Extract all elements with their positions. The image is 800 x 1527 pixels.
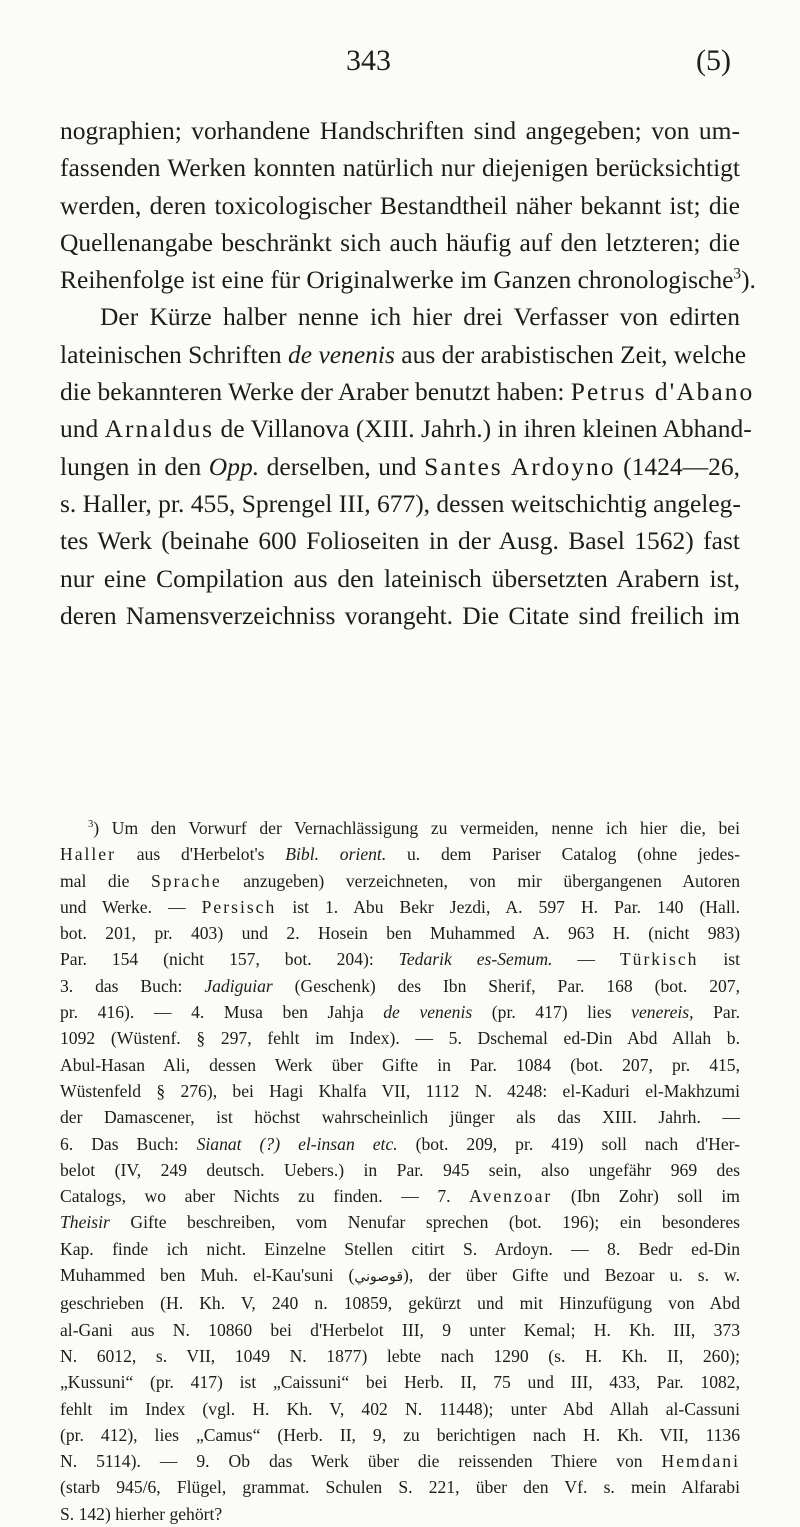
footnote-line: Haller aus d'Herbelot's Bibl. orient. u. dem Pariser Catalog (ohne jedes- bbox=[60, 844, 740, 865]
text-line: nur eine Compilation aus den lateinisch übersetzten Arabern ist, bbox=[60, 563, 740, 593]
footnote-line: der Damascener, ist höchst wahrscheinlich jünger als das XIII. Jahrh. — bbox=[60, 1107, 740, 1128]
text-line: s. Haller, pr. 455, Sprengel III, 677), dessen weitschichtig angeleg- bbox=[60, 488, 741, 518]
text-line: Quellenangabe beschränkt sich auch häufig auf den letzteren; die bbox=[60, 227, 740, 257]
footnote-line: und Werke. — Persisch ist 1. Abu Bekr Jezdi, A. 597 H. Par. 140 (Hall. bbox=[60, 896, 740, 917]
work-title: de venenis bbox=[288, 339, 395, 369]
page-header bbox=[0, 44, 800, 84]
text-line: werden, deren toxicologischer Bestandtheil näher bekannt ist; die bbox=[60, 190, 740, 220]
author-name: Arnaldus bbox=[104, 414, 215, 444]
footnote-line: geschrieben (H. Kh. V, 240 n. 10859, gekürzt und mit Hinzufügung von Abd bbox=[60, 1293, 740, 1314]
text-line: nographien; vorhandene Handschriften sind angegeben; von um- bbox=[60, 116, 740, 145]
footnote-line: N. 6012, s. VII, 1049 N. 1877) lebte nach 1290 (s. H. Kh. II, 260); bbox=[60, 1345, 740, 1366]
author-name: Petrus d'Abano bbox=[570, 377, 755, 407]
text-line: lateinischen Schriften de venenis aus der arabistischen Zeit, welche bbox=[60, 339, 747, 369]
footnote-line: Par. 154 (nicht 157, bot. 204): Tedarik es-Semum. — Türkisch ist bbox=[60, 949, 741, 970]
footnote-line: N. 5114). — 9. Ob das Werk über die reissenden Thiere von Hemdani bbox=[60, 1451, 740, 1472]
footnote-line: „Kussuni“ (pr. 417) ist „Caissuni“ bei Herb. II, 75 und III, 433, Par. 1082, bbox=[60, 1372, 740, 1393]
footnote-line: pr. 416). — 4. Musa ben Jahja de venenis (pr. 417) lies venereis, Par. bbox=[60, 1002, 740, 1023]
main-paragraph bbox=[60, 112, 756, 634]
footnote-line: fehlt im Index (vgl. H. Kh. V, 402 N. 11448); unter Abd Allah al-Cassuni bbox=[60, 1398, 740, 1419]
footnote-line: belot (IV, 249 deutsch. Uebers.) in Par. 945 sein, also ungefähr 969 des bbox=[60, 1159, 740, 1180]
footnote-line: Wüstenfeld § 276), bei Hagi Khalfa VII, 1112 N. 4248: el-Kaduri el-Makhzumi bbox=[60, 1080, 740, 1101]
footnote-line: (starb 945/6, Flügel, grammat. Schulen S. 221, über den Vf. s. mein Alfarabi bbox=[60, 1477, 740, 1498]
author-name: Santes Ardoyno bbox=[424, 451, 616, 481]
text-line: Reihenfolge ist eine für Originalwerke im Ganzen chronologische$^3$). bbox=[60, 265, 756, 295]
footnote-line: Muhammed ben Muh. el-Kau'suni (قوصوني), der über Gifte und Bezoar u. s. w. bbox=[60, 1265, 740, 1286]
footnote-line: mal die Sprache anzugeben) verzeichneten, von mir übergangenen Autoren bbox=[60, 870, 740, 891]
text-line: fassenden Werken konnten natürlich nur diejenigen berücksichtigt bbox=[60, 153, 740, 183]
footnote-line: Theisir Gifte beschreiben, vom Nenufar sprechen (bot. 196); ein besonderes bbox=[60, 1212, 740, 1233]
footnote-line: bot. 201, pr. 403) und 2. Hosein ben Muhammed A. 963 H. (nicht 983) bbox=[60, 923, 740, 944]
footnote-line: S. 142) hierher gehört? bbox=[60, 1503, 223, 1524]
text-line: lungen in den Opp. derselben, und Santes Ardoyno (1424—26, bbox=[60, 451, 740, 481]
text-line: deren Namensverzeichniss vorangeht. Die Citate sind freilich im bbox=[60, 600, 740, 630]
footnote-block bbox=[60, 815, 740, 1527]
footnote-line: $^3$) Um den Vorwurf der Vernachlässigung zu vermeiden, nenne ich hier die, bei bbox=[88, 818, 740, 838]
footnote-line: 6. Das Buch: Sianat (?) el-insan etc. (bot. 209, pr. 419) soll nach d'Her- bbox=[60, 1133, 740, 1154]
footnote-marker: 3 bbox=[88, 819, 94, 831]
footnote-line: Abul-Hasan Ali, dessen Werk über Gifte in Par. 1084 (bot. 207, pr. 415, bbox=[60, 1054, 740, 1075]
footnote-line: (pr. 412), lies „Camus“ (Herb. II, 9, zu berichtigen nach H. Kh. VII, 1136 bbox=[60, 1424, 740, 1445]
page-number: 343 bbox=[346, 44, 391, 77]
footnote-line: Catalogs, wo aber Nichts zu finden. — 7. Avenzoar (Ibn Zohr) soll im bbox=[60, 1186, 740, 1207]
sheet-signature: (5) bbox=[696, 44, 731, 77]
footnote-line: Kap. finde ich nicht. Einzelne Stellen citirt S. Ardoyn. — 8. Bedr ed-Din bbox=[60, 1238, 740, 1259]
text-line: Der Kürze halber nenne ich hier drei Verfasser von edirten bbox=[100, 302, 740, 332]
footnote-line: al-Gani aus N. 10860 bei d'Herbelot III, 9 unter Kemal; H. Kh. III, 373 bbox=[60, 1319, 740, 1340]
text-line: die bekannteren Werke der Araber benutzt haben: Petrus d'Abano bbox=[60, 377, 755, 407]
footnote-line: 3. das Buch: Jadiguiar (Geschenk) des Ibn Sherif, Par. 168 (bot. 207, bbox=[60, 975, 740, 996]
arabic-name: قوصوني bbox=[354, 1269, 404, 1286]
text-line: tes Werk (beinahe 600 Folioseiten in der Ausg. Basel 1562) fast bbox=[60, 526, 740, 556]
footnote-line: 1092 (Wüstenf. § 297, fehlt im Index). — 5. Dschemal ed-Din Abd Allah b. bbox=[60, 1028, 740, 1049]
footnote-reference[interactable]: 3 bbox=[733, 265, 742, 283]
text-line: und Arnaldus de Villanova (XIII. Jahrh.) in ihren kleinen Abhand- bbox=[60, 414, 752, 444]
